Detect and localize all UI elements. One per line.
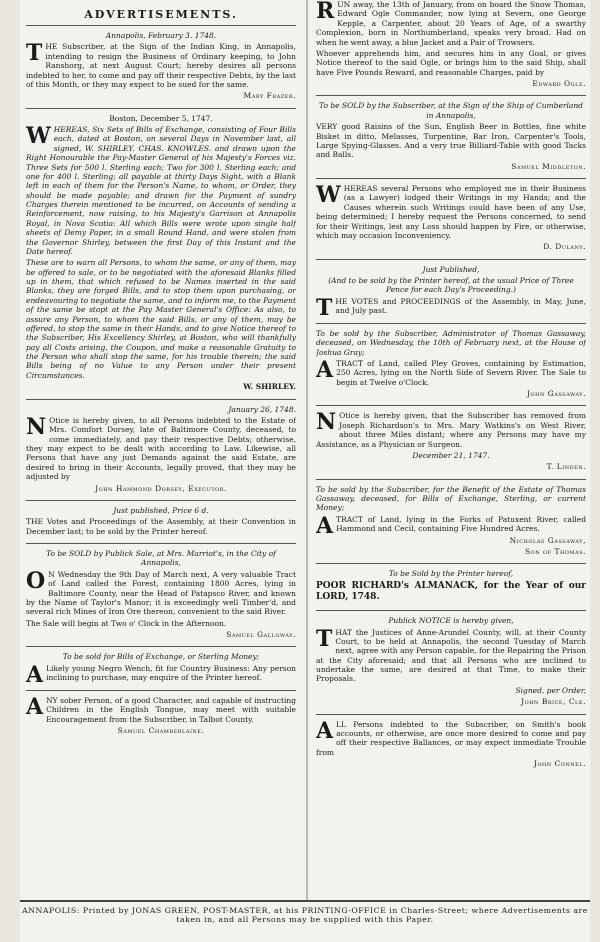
left-column <box>26 8 296 742</box>
ad-body: HEREAS, Six Sets of Bills of Exchange, consisting of Four Bills each, dated at Boston, on several Days in November last, all signed, W. SHIRLEY. CHAS. KNOWLES. and drawn upon the Right Honourable the Pay-Master General of his Majesty's Forces viz. Three Sets for 500 l. Sterling each; Two for 300 l. Sterling each; and one for 400 l. Sterling; all payable at thirty Days Sight, with a Blank left in each of them for the Person's Name, to whom, or Order, they should be made payable; and drawn for the Payment of sundry Charges therein mentioned to be incurred, on Accounts of sending a Reinforcement, now raising, to his Majesty's Garrison at Annapolis Royal, in Nova Scotia: All which Bills were wrote upon single half sheets of Demy Paper, in a small Round Hand, and were stolen from the Governor Shirley, between the first Day of this Instant and the Date hereof. <box>26 125 296 256</box>
ad-signature: Nicholas Gassaway, <box>509 535 586 545</box>
ad-signature: Mary Frazer. <box>243 91 296 101</box>
ad-dateline: Just Published, <box>422 264 480 274</box>
ad-rule <box>316 323 586 324</box>
ad-dateline-2: (And to be sold by the Printer hereof, at the usual Price of Three Pence for each Day's Proceeding.) <box>328 276 574 295</box>
ad-dateline: Just published, Price 6 d. <box>113 505 209 515</box>
ad-votes-1 <box>26 506 296 538</box>
ad-body-2: The Sale will begin at Two o' Clock in the Afternoon. <box>26 618 227 628</box>
ad-dateline: To be sold by the Subscriber, for the Benefit of the Estate of Thomas Gassaway, deceased, for Bills of Exchange, Sterling, or current Money; <box>316 484 586 513</box>
drop-cap: A <box>26 695 44 720</box>
ad-body: LL Persons indebted to the Subscriber, on Smith's book accounts, or otherwise, are once more desired to come and pay off their respective Ballances, or may expect immediate Trouble from <box>316 719 586 757</box>
ad-body: TRACT of Land, called Pley Groves, containing by Estimation, 250 Acres, lying on the North Side of Severn River. The Sale to begin at Twelve o'Clock. <box>336 358 586 387</box>
ad-linden <box>316 411 586 473</box>
drop-cap: O <box>26 567 46 594</box>
ad-gassaway-2 <box>316 485 586 559</box>
ad-body: POOR RICHARD's ALMANACK, for the Year of our LORD, 1748. <box>316 580 586 602</box>
ad-shirley <box>26 114 296 394</box>
ad-date: December 21, 1747. <box>412 450 490 460</box>
ad-forest <box>26 549 296 641</box>
ad-middleton <box>316 101 586 173</box>
ad-signature: Signed, per Order, <box>515 685 586 695</box>
ad-frazer <box>26 31 296 103</box>
ad-dorsey <box>26 405 296 495</box>
ad-body: TRACT of Land, lying in the Forks of Patuxent River, called Hammond and Cecil, containing Five Hundred Acres. <box>336 514 586 534</box>
ad-rule <box>316 178 586 179</box>
ad-rule <box>316 95 586 96</box>
ad-votes-2 <box>316 265 586 318</box>
ad-dateline: Publick NOTICE is hereby given, <box>388 616 514 626</box>
ad-rule <box>26 690 296 691</box>
ad-signature: John Hammond Dorsey, Executor. <box>95 483 227 493</box>
ad-rule <box>26 543 296 544</box>
ad-body-2: Whoever apprehends him, and secures him in any Goal, or gives Notice thereof to the said Ogle, or brings him to the said Ship, shall have Five Pounds Reward, and reasonable Charges, paid by <box>316 48 586 77</box>
ad-body: HE Subscriber, at the Sign of the Indian King, in Annapolis, intending to resign the Business of Ordinary keeping, to John Ranshorg, at next August Court; hereby desires all persons indebted to her, to come and pay off their respective Debts, by the last of this Month, or they may expect to be sued for the same. <box>26 42 296 89</box>
drop-cap: A <box>316 512 334 539</box>
drop-cap: T <box>316 294 333 318</box>
header-rule <box>26 25 296 26</box>
drop-cap: W <box>26 123 51 149</box>
footer-rule <box>20 900 590 902</box>
newspaper-page <box>20 0 590 942</box>
ad-rule <box>26 500 296 501</box>
ad-body: HEREAS several Persons who employed me in their Business (as a Lawyer) lodged their Writings in my Hands; and the Causes wherein such Writings could have been of any Use, being determined; I hereby request the Persons concerned, to send for their Writings, lest any Loss should happen by Fire, or otherwise, which may occasion Inconveniency. <box>316 184 586 240</box>
drop-cap: R <box>316 0 335 24</box>
ad-rule <box>316 563 586 564</box>
ad-dateline: Boston, December 5, 1747. <box>109 113 213 123</box>
drop-cap: A <box>26 661 44 685</box>
printer-imprint: ANNAPOLIS: Printed by JONAS GREEN, POST-MASTER, at his PRINTING-OFFICE in Charles-Street; where Advertisements are taken in, and all Persons may be supplied with this Paper. <box>22 906 588 924</box>
ad-body: UN away, the 13th of January, from on board the Snow Thomas, Edward Ogle Commander, now lying at Severn, one George Kepple, a Carpenter, about 20 Years of Age, of a swarthy Complexion, born in Northumberland, speaks very broad. Had on when he went away, a blue Jacket and a Pair of Trowsers. <box>316 0 586 47</box>
ad-rule <box>26 399 296 400</box>
ad-rule <box>316 610 586 611</box>
ad-connel <box>316 720 586 771</box>
ad-dateline: To be Sold by the Printer hereof, <box>388 569 514 579</box>
drop-cap: N <box>26 413 47 440</box>
ad-wench <box>26 652 296 684</box>
drop-cap: W <box>316 184 341 208</box>
ad-body: Otice is hereby given, to all Persons indebted to the Estate of Mrs. Comfort Dorsey, late of Baltimore County, deceased, to come immediately, and pay their respective Debts; otherwise, they may expect to be dealt with according to Law. Likewise, all Persons that have any just Demands against the said Estate, are desired to bring in their Accounts, legally proved, that they may be adjusted by <box>26 415 296 482</box>
drop-cap: A <box>316 719 334 744</box>
ad-dateline: Annapolis, February 3. 1748. <box>105 31 217 40</box>
drop-cap: T <box>316 625 333 652</box>
ad-body: HE VOTES and PROCEEDINGS of the Assembly, in May, June, and July past. <box>335 296 586 316</box>
ad-body: Otice is hereby given, that the Subscriber has removed from Joseph Richardson's to Mrs. Mary Watkins's on West River, about three Miles distant; where any Persons may have my Assistance, as a Physician or Surgeon. <box>316 411 586 449</box>
ad-signature-2: John Brice, Clk. <box>521 697 586 707</box>
drop-cap: N <box>316 411 337 436</box>
ad-chamberlaine <box>26 696 296 738</box>
ad-dateline: To be sold for Bills of Exchange, or Sterling Money; <box>62 652 260 662</box>
ad-signature: D. Dulany. <box>543 242 586 252</box>
ad-signature: T. Linden. <box>546 462 586 472</box>
ad-dateline: January 26, 1748. <box>228 404 296 414</box>
ad-body: HAT the Justices of Anne-Arundel County, will, at their County Court, to be held at Annapolis, the second Tuesday of March next, agree with any Person capable, for the Repairing the Prison at the City aforesaid; and that all Persons who are inclined to undertake the same, are desired at that Time, to make their Proposals. <box>316 627 586 684</box>
ad-body: THE Votes and Proceedings of the Assembly, at their Convention in December last; to be sold by the Printer hereof. <box>26 517 296 536</box>
ad-almanac <box>316 569 586 605</box>
ad-signature: John Gassaway. <box>527 389 586 398</box>
drop-cap: A <box>316 356 334 383</box>
ad-body: N Wednesday the 9th Day of March next, A very valuable Tract of Land called the Forest, containing 1800 Acres, lying in Baltimore County, near the Head of Patapsco River, and known by the Name of Taylor's Manor; it is exceedingly well Timber'd, and several rich Mines of Iron Ore thereon, convenient to the said River. <box>26 569 296 617</box>
ad-body: Likely young Negro Wench, fit for Country Business: Any person inclining to purchase, may enquire of the Printer hereof. <box>46 663 296 683</box>
ad-body: NY sober Person, of a good Character, and capable of instructing Children in the English Tongue, may meet with suitable Encouragement from the Subscriber, in Talbot County. <box>46 695 296 724</box>
ad-signature-2: Son of Thomas. <box>525 546 586 556</box>
ad-rule <box>316 479 586 480</box>
ad-rule <box>316 714 586 715</box>
ad-rule <box>316 259 586 260</box>
ad-signature: Samuel Middleton. <box>511 161 586 171</box>
ad-ogle <box>316 0 586 90</box>
ad-body: VERY good Raisins of the Sun, English Beer in Bottles, fine white Bisket in ditto, Melasses, Turpentine, Bar Iron, Carpenter's Tools, Large Spying-Glasses. And a very true Billiard-Table with good Tacks and Balls. <box>316 122 586 160</box>
ad-brice <box>316 616 586 708</box>
ad-signature: Samuel Chamberlaine. <box>117 725 205 735</box>
ad-dateline: To be SOLD by the Subscriber, at the Sign of the Ship of Cumberland in Annapolis, <box>319 101 583 120</box>
ad-dulany <box>316 184 586 254</box>
ad-dateline: To be sold by the Subscriber, Administrator of Thomas Gassaway, deceased, on Wednesday, the 10th of February next, at the House of Joshua Gray; <box>316 328 586 357</box>
ad-body-2: These are to warn all Persons, to whom the same, or any of them, may be offered to sale, or to be negotiated with the aforesaid Blanks filled up in them, that which refused to be Names inserted in the said Blanks, they are forged Bills, and to stop them upon purchasing, or endeavouring to negotiate the same, and to inform me, to the Payment of the same be stopt at the Pay Master General's Office: As also, to assure any Person, to whom the said Bills, or any of them, may be offered, to stop the same in their Hands, and to give Notice thereof to the Subscriber, His Excellency Shirley, at Boston, who will thankfully pay all Costs arising, the Coupon, and make a reasonable Gratuity to the Person who shall stop the same, for his trouble therein; the said Bills being of no Value to any Person under their present Circumstances. <box>26 258 296 380</box>
ad-dateline: To be SOLD by Publick Sale, at Mrs. Marriot's, in the City of Annapolis, <box>46 549 276 568</box>
ad-rule <box>316 405 586 406</box>
ad-rule <box>26 646 296 647</box>
ad-signature: John Connel. <box>533 759 586 768</box>
right-column <box>316 0 586 775</box>
ad-signature: Samuel Galloway. <box>226 630 296 639</box>
ad-signature: W. SHIRLEY. <box>243 382 296 392</box>
ad-rule <box>26 108 296 109</box>
page-header: ADVERTISEMENTS. <box>84 8 238 21</box>
ad-gassaway-1 <box>316 329 586 401</box>
ad-signature: Edward Ogle. <box>532 79 586 88</box>
column-divider <box>306 0 308 900</box>
drop-cap: T <box>26 40 43 67</box>
